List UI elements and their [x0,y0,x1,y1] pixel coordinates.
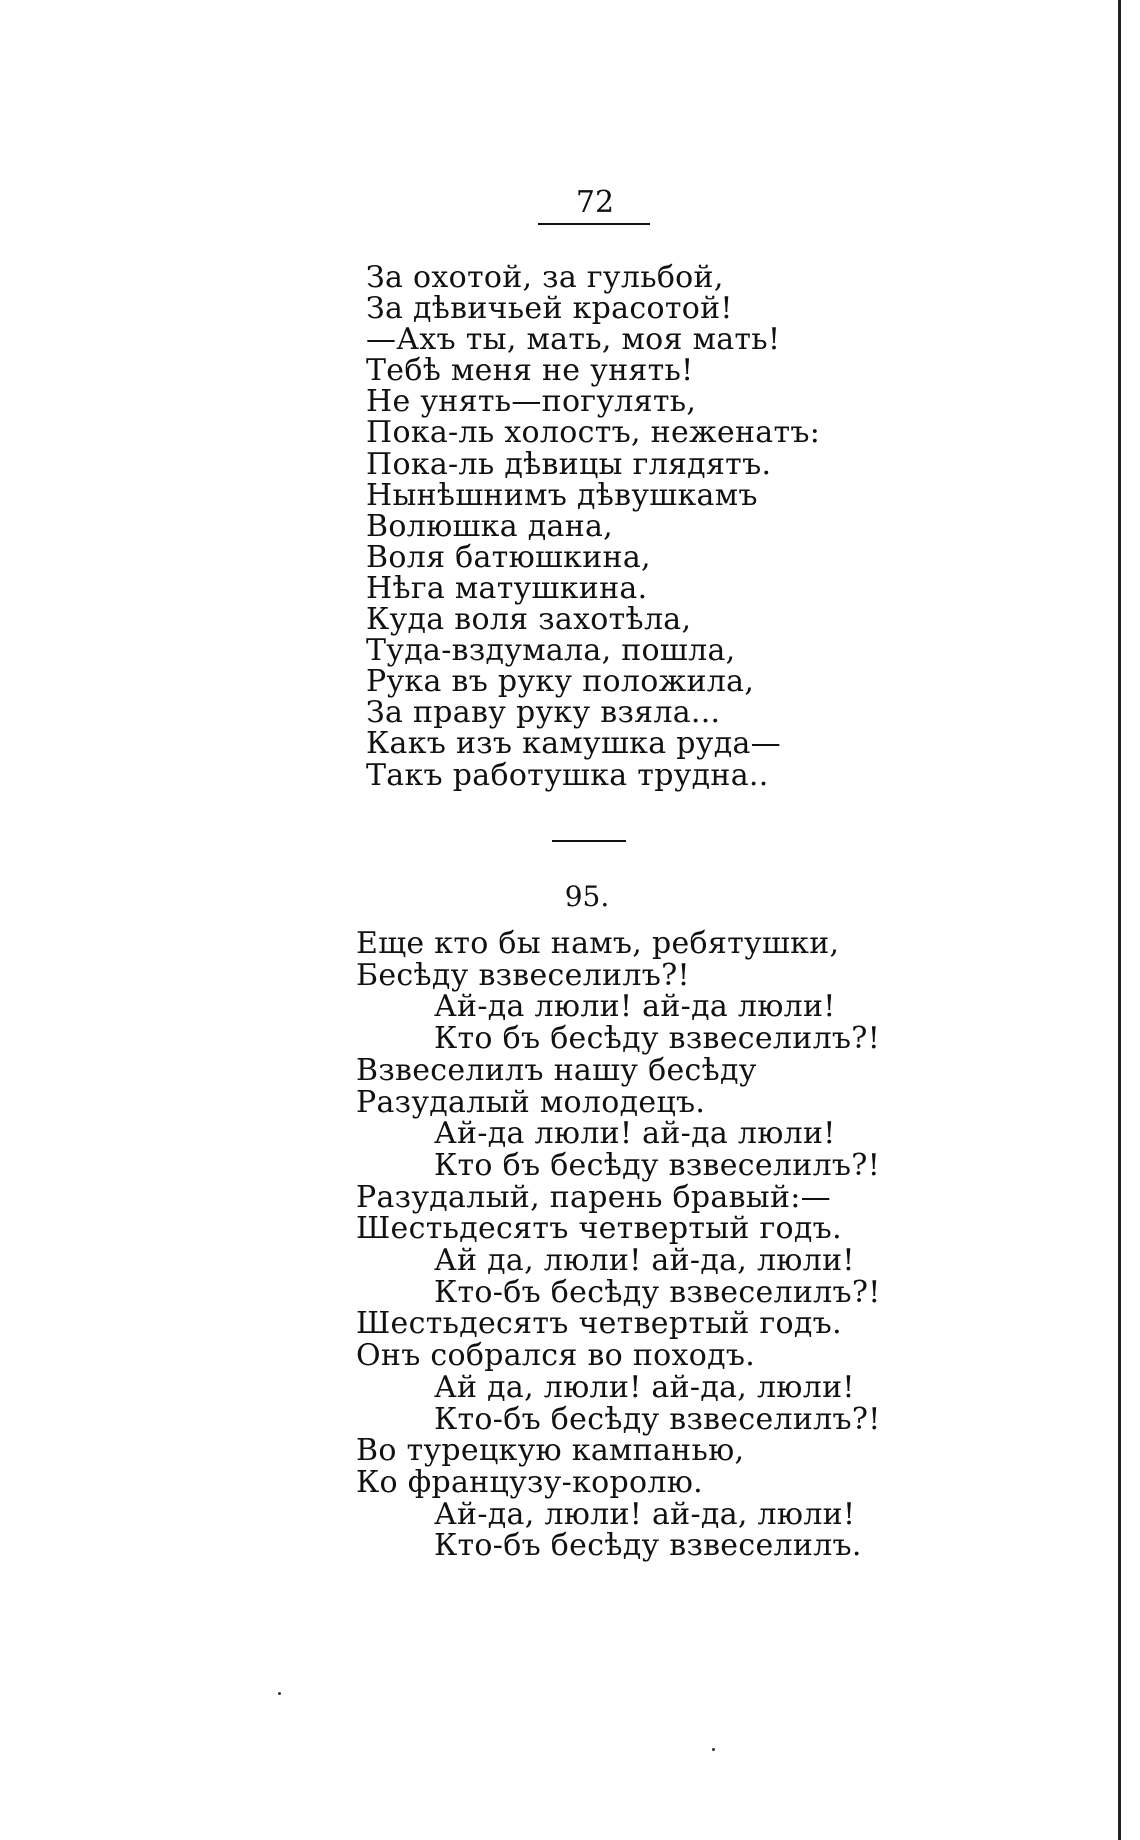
refrain-line: Кто бъ бесѣду взвеселилъ?! [434,1021,881,1057]
verse-line: Разудалый, парень бравый:— [356,1179,831,1215]
poem-line: Пока-ль дѣвицы глядятъ. [366,446,772,482]
poem-line: Волюшка дана, [366,508,614,544]
refrain-line: Ай-да люли! ай-да люли! [434,989,836,1025]
poem-line: За праву руку взяла... [366,695,721,731]
poem-line: За дѣвичьей красотой! [366,291,733,327]
poem-line: Воля батюшкина, [366,539,651,575]
poem-continued-stanza [366,262,820,791]
poem-line: Куда воля захотѣла, [366,602,692,638]
verse-line: Во турецкую кампанью, [356,1433,745,1469]
scan-speck [712,1748,715,1751]
poem-line: Какъ изъ камушка руда— [366,726,781,762]
refrain-line: Ай да, люли! ай-да, люли! [434,1243,855,1279]
verse-line: Шестьдесятъ четвертый годъ. [356,1211,842,1247]
poem-line: Нѣга матушкина. [366,570,648,606]
poem-line: Не унять—погулять, [366,384,697,420]
poem-line: —Ахъ ты, мать, моя мать! [366,322,781,358]
page-number: 72 [575,185,615,220]
poem-line: Тебѣ меня не унять! [366,353,694,389]
song-number: 95. [564,880,610,913]
poem-line: Туда-вздумала, пошла, [366,633,736,669]
page-number-underline [538,223,650,225]
verse-line: Онъ собрался во походъ. [356,1338,756,1374]
verse-line: Бесѣду взвеселилъ?! [356,957,690,993]
poem-line: Пока-ль холостъ, неженатъ: [366,415,821,451]
refrain-line: Кто-бъ бесѣду взвеселилъ?! [434,1401,881,1437]
poem-line: Рука въ руку положила, [366,664,755,700]
scan-speck [278,1692,281,1695]
song-95-stanza [356,928,881,1562]
verse-line: Еще кто бы намъ, ребятушки, [356,926,840,961]
poem-line: Нынѣшнимъ дѣвушкамъ [366,477,758,513]
poem-line: Такъ работушка трудна.. [366,757,769,793]
page-edge-line [1118,0,1121,1840]
poem-line: За охотой, за гульбой, [366,260,724,295]
refrain-line: Ай-да, люли! ай-да, люли! [434,1496,856,1532]
refrain-line: Кто бъ бесѣду взвеселилъ?! [434,1147,881,1183]
refrain-line: Ай-да люли! ай-да люли! [434,1116,836,1152]
verse-line: Взвеселилъ нашу бесѣду [356,1052,757,1088]
section-divider [552,840,626,842]
refrain-line: Кто-бъ бесѣду взвеселилъ. [434,1528,862,1564]
verse-line: Разудалый молодецъ. [356,1084,706,1120]
refrain-line: Ай да, люли! ай-да, люли! [434,1369,855,1405]
refrain-line: Кто-бъ бесѣду взвеселилъ?! [434,1274,881,1310]
verse-line: Шестьдесятъ четвертый годъ. [356,1306,842,1342]
verse-line: Ко французу-королю. [356,1464,703,1500]
